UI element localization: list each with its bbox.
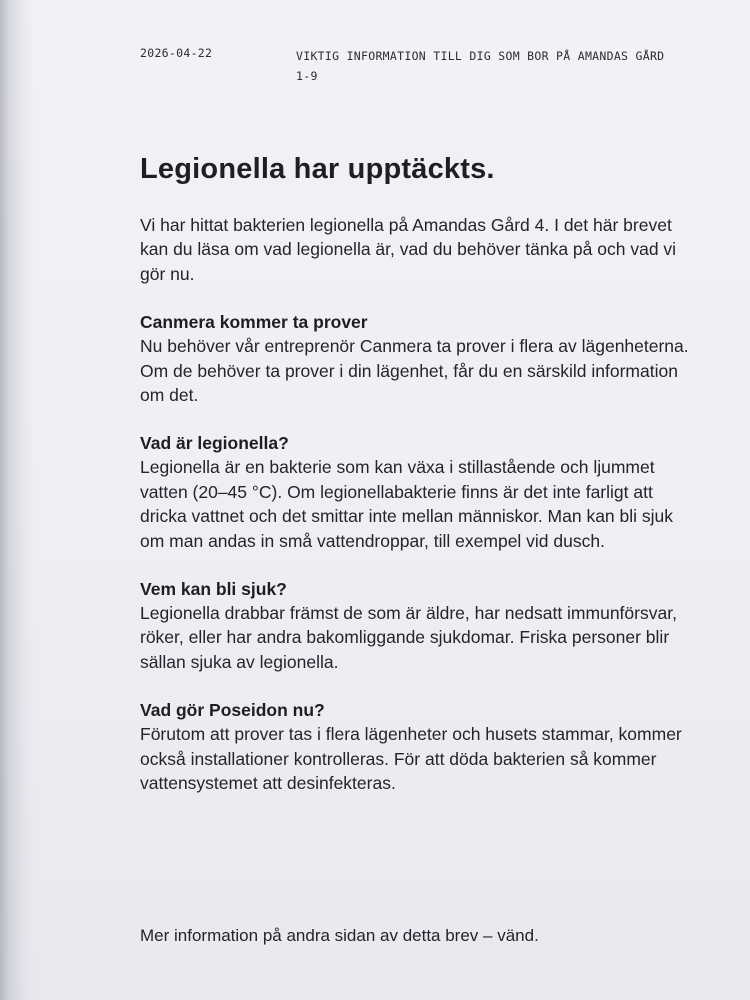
- section-heading: Canmera kommer ta prover: [140, 312, 368, 333]
- section-what-poseidon-does: [140, 698, 700, 795]
- section-body: Legionella drabbar främst de som är äldre, har nedsatt immunförsvar, röker, eller har andra bakomliggande sjukdomar. Friska personer blir sällan sjuka av legionella.: [140, 603, 677, 672]
- intro-paragraph: Vi har hittat bakterien legionella på Amandas Gård 4. I det här brevet kan du läsa om vad legionella är, vad du behöver tänka på och vad vi gör nu.: [140, 215, 677, 284]
- paper-fold-shadow: [0, 0, 34, 1000]
- section-who-can-get-sick: [140, 577, 700, 674]
- section-body: Förutom att prover tas i flera lägenheter och husets stammar, kommer också installationer kontrolleras. För att döda bakterien så kommer vattensystemet att desinfekteras.: [140, 724, 682, 794]
- letter-body: [140, 150, 700, 796]
- section-what-is-legionella: [140, 431, 700, 553]
- letter-date: 2026-04-22: [140, 46, 213, 60]
- section-heading: Vem kan bli sjuk?: [140, 579, 287, 600]
- section-body: Legionella är en bakterie som kan växa i stillastående och ljummet vatten (20–45 °C). Om legionellabakterie finns är det inte farligt att dricka vattnet och det smittar inte mellan människor. Man kan bli sjuk om man andas in små vattendroppar, till exempel vid dusch.: [140, 457, 674, 551]
- letter-footer-note: Mer information på andra sidan av detta brev – vänd.: [140, 926, 539, 945]
- section-heading: Vad är legionella?: [140, 433, 289, 454]
- section-body: Nu behöver vår entreprenör Canmera ta prover i flera av lägenheterna. Om de behöver ta prover i din lägenhet, får du en särskild information om det.: [140, 336, 689, 406]
- section-heading: Vad gör Poseidon nu?: [140, 700, 325, 721]
- header-info: VIKTIG INFORMATION TILL DIG SOM BOR PÅ AMANDAS GÅRD 1-9: [296, 49, 665, 83]
- letter-title: Legionella har upptäckts.: [140, 153, 495, 185]
- section-samples: [140, 310, 700, 407]
